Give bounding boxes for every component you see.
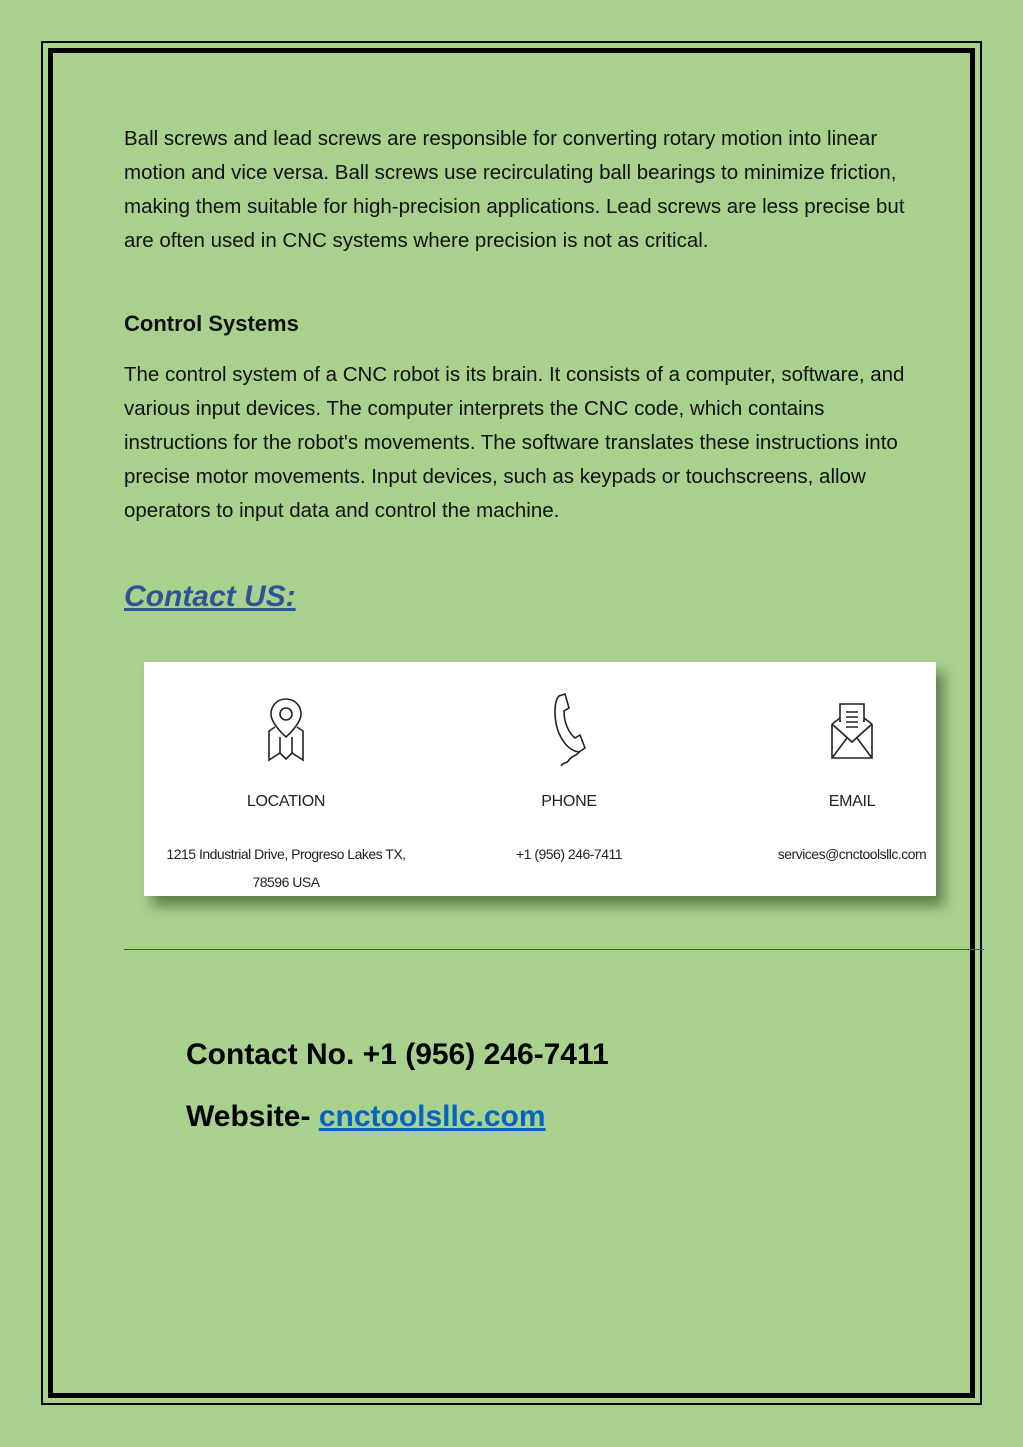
location-column [156,662,416,896]
website-line [186,1100,546,1134]
control-paragraph: The control system of a CNC robot is its brain. It consists of a computer, software, and various input devices. The computer interprets the CNC code, which contains instructions for the robot's movements. The software translates these instructions into precise motor movements. Input devices, such as keypads or touchscreens, allow operators to input data and control the machine. [124,363,905,522]
location-line-2: 78596 USA [252,874,320,890]
phone-value[interactable]: +1 (956) 246-7411 [515,846,623,862]
email-value[interactable]: services@cnctoolsllc.com [777,846,927,862]
map-pin-icon [266,697,306,770]
phone-icon [551,692,587,773]
screws-paragraph: Ball screws and lead screws are responsible for converting rotary motion into linear motion and vice versa. Ball screws use recirculating ball bearings to minimize friction, making them suitable for high-precision applications. Lead screws are less precise but are often used in CNC systems where precision is not as critical. [124,127,905,252]
contact-us-heading: Contact US: [124,580,296,613]
contact-number: Contact No. +1 (956) 246-7411 [186,1038,609,1071]
email-column [722,662,982,896]
website-prefix: Website- [186,1100,319,1133]
envelope-icon [830,702,874,765]
phone-column [439,662,699,896]
location-line-1: 1215 Industrial Drive, Progreso Lakes TX, [166,846,406,862]
location-value [156,840,416,896]
location-label: LOCATION [246,793,326,810]
control-systems-heading: Control Systems [124,311,299,336]
website-link[interactable]: cnctoolsllc.com [318,1100,546,1133]
horizontal-divider [124,949,984,950]
phone-label: PHONE [541,793,597,810]
email-label: EMAIL [828,793,876,810]
contact-card [144,662,936,896]
